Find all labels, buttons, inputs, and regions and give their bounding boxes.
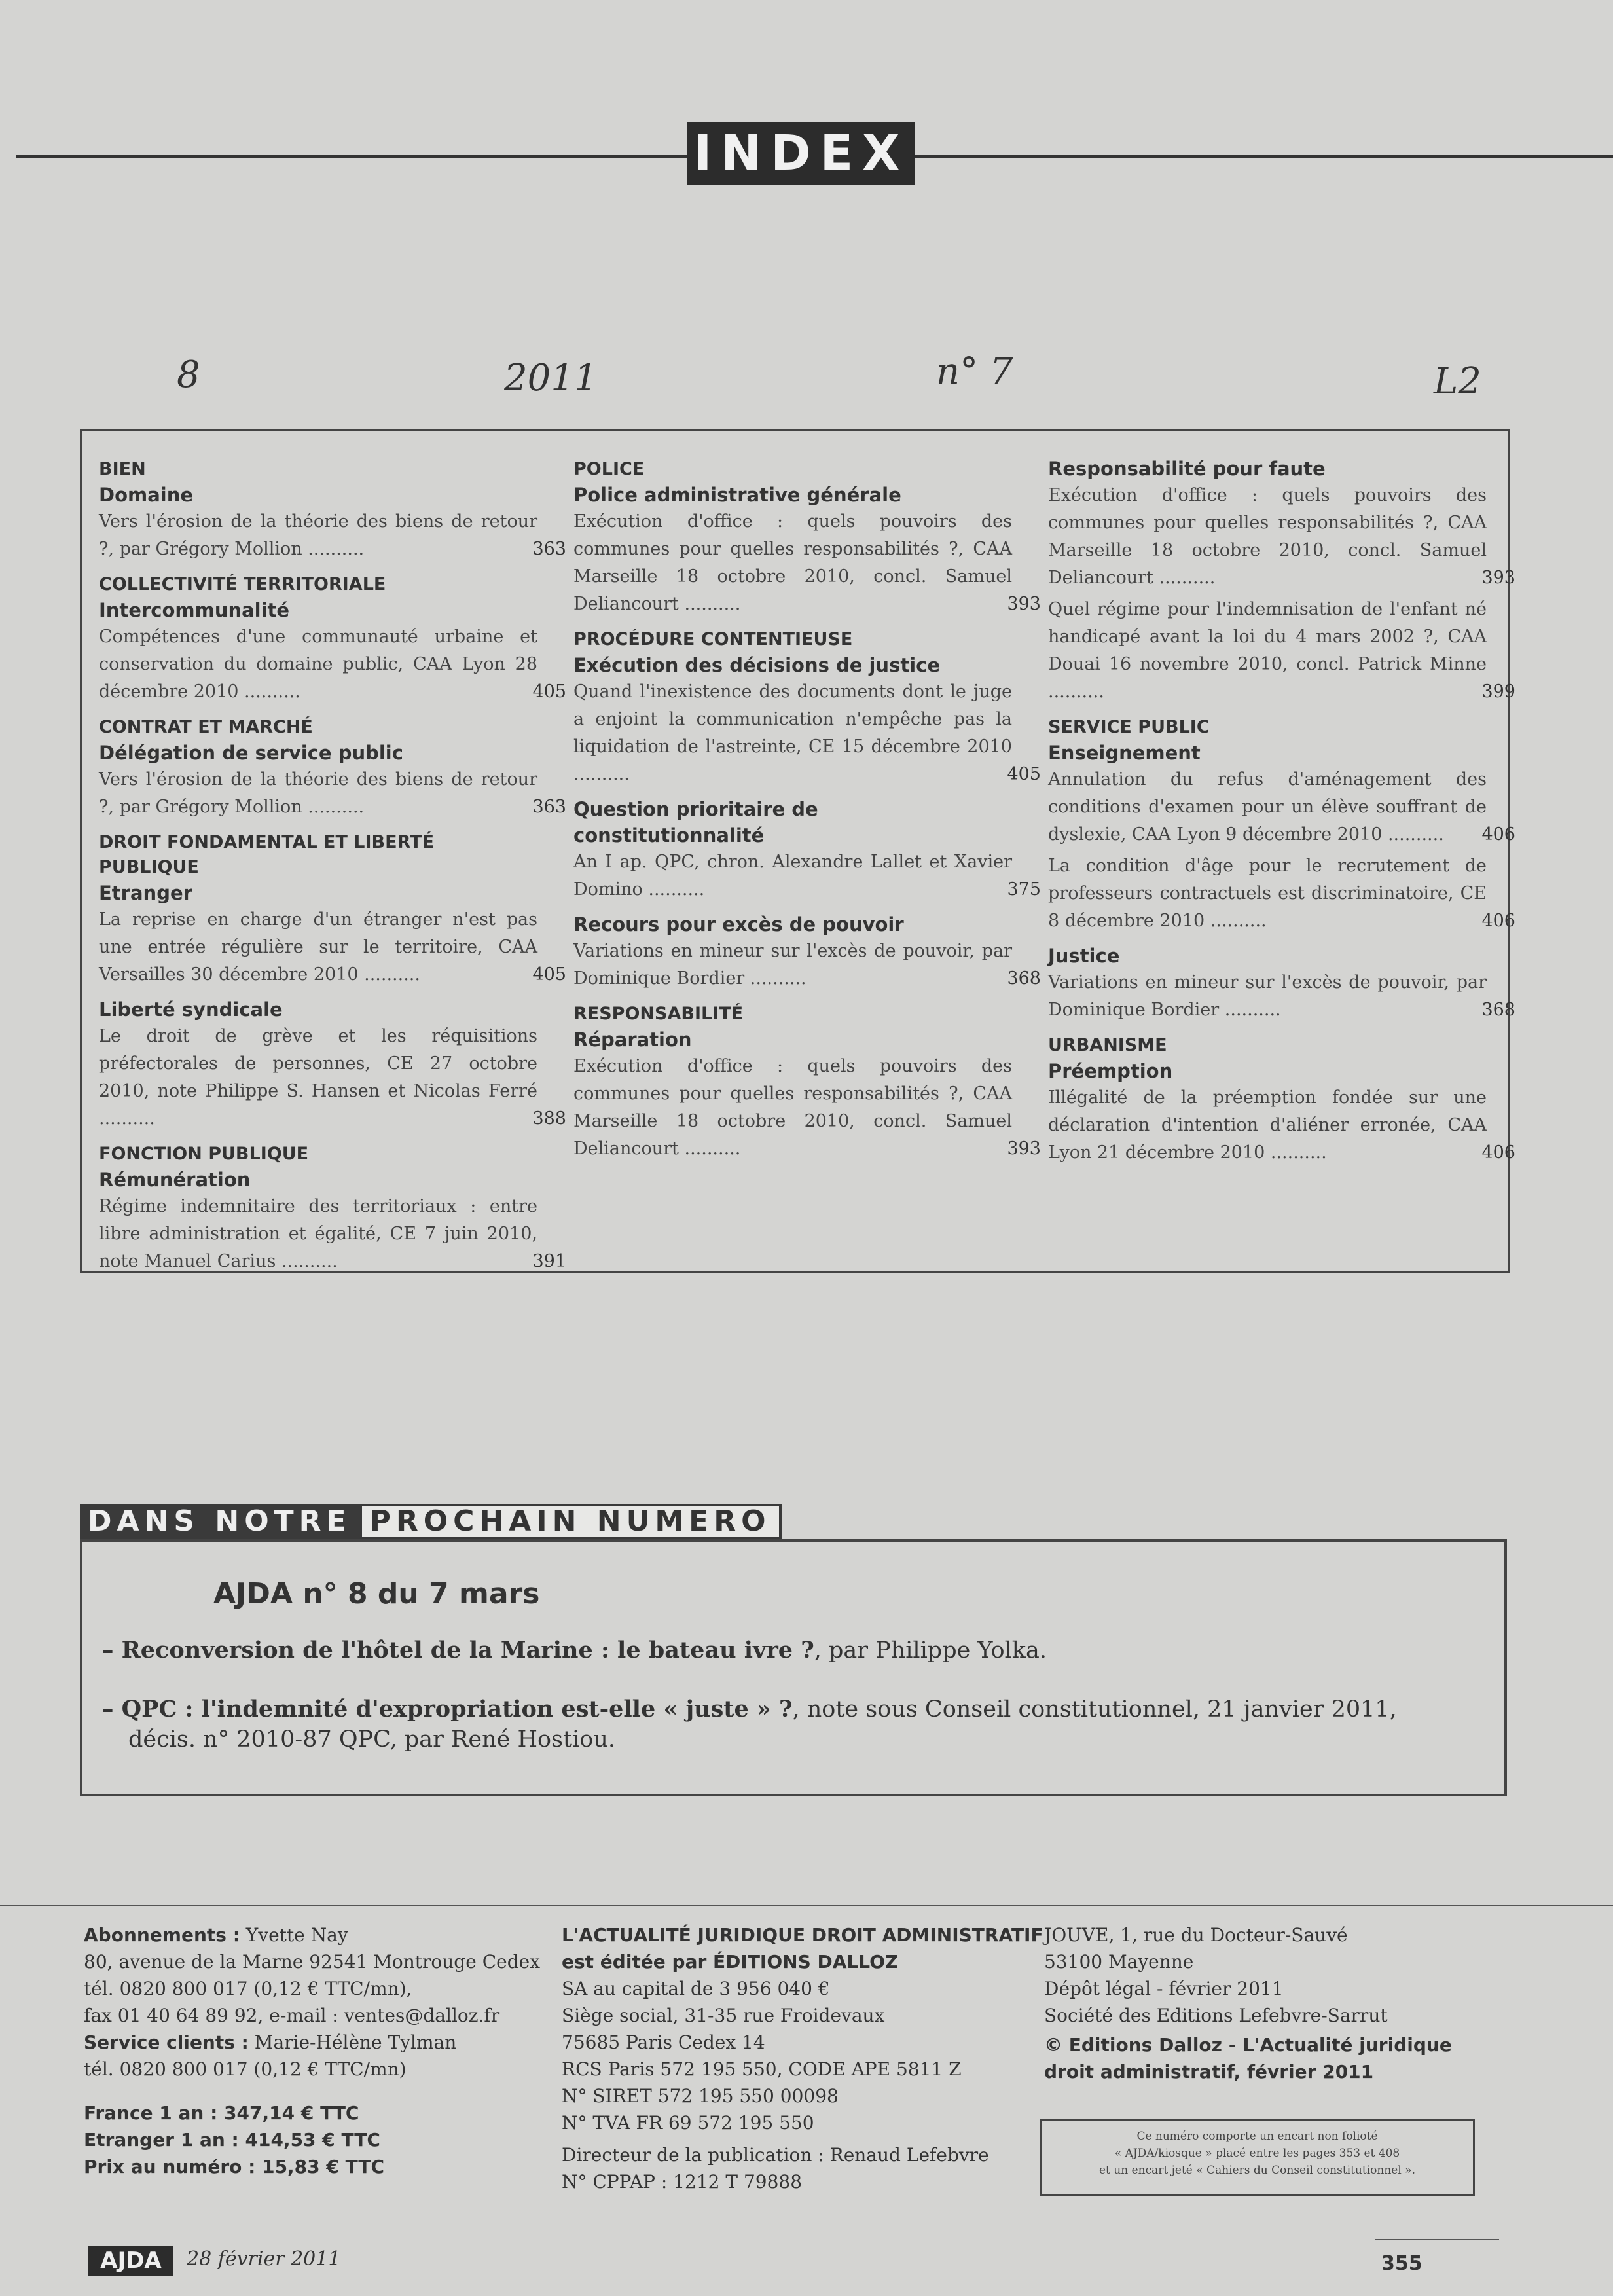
- index-subheading: Etranger: [99, 882, 192, 904]
- index-section-heading: DROIT FONDAMENTAL ET LIBERTÉ PUBLIQUE: [99, 832, 435, 877]
- leader-dots: ..........: [1153, 568, 1216, 588]
- page-title: INDEX: [687, 122, 915, 185]
- footer-line: fax 01 40 64 89 92, e-mail : ventes@dalloz.fr: [84, 2005, 500, 2026]
- index-entry-text: Exécution d'office : quels pouvoirs des communes pour quelles responsabilités ?, CAA Marseille 18 octobre 2010, concl. Samuel Deliancourt: [1048, 485, 1487, 588]
- index-section-heading: SERVICE PUBLIC: [1048, 717, 1210, 737]
- index-entry: [573, 938, 1041, 993]
- leader-dots: ..........: [1048, 682, 1104, 702]
- index-entry-text: Exécution d'office : quels pouvoirs des communes pour quelles responsabilités ?, CAA Marseille 18 octobre 2010, concl. Samuel Deliancourt: [573, 1056, 1012, 1159]
- index-entry-page: 406: [1481, 824, 1515, 845]
- index-entry: [1048, 1084, 1515, 1167]
- footer-line: RCS Paris 572 195 550, CODE APE 5811 Z: [562, 2058, 962, 2080]
- index-subheading: Exécution des décisions de justice: [573, 654, 940, 676]
- index-entry-page: 393: [1481, 568, 1515, 588]
- notice-line: et un encart jeté « Cahiers du Conseil constitutionnel ».: [1099, 2164, 1415, 2177]
- index-entry-text: Régime indemnitaire des territoriaux : entre libre administration et égalité, CE 7 juin 2010, note Manuel Carius: [99, 1196, 537, 1271]
- footer-line: Société des Editions Lefebvre-Sarrut: [1044, 2005, 1388, 2026]
- index-entry-text: La condition d'âge pour le recrutement de professeurs contractuels est discriminatoire, CE 8 décembre 2010: [1048, 856, 1487, 931]
- leader-dots: ..........: [1265, 1142, 1327, 1163]
- next-issue-label-b: PROCHAIN NUMERO: [359, 1504, 782, 1539]
- index-subheading: Enseignement: [1048, 742, 1201, 764]
- index-subheading: Liberté syndicale: [99, 998, 283, 1021]
- index-subheading: Question prioritaire de constitutionnalité: [573, 798, 818, 847]
- index-entry-page: 363: [532, 797, 566, 817]
- next-issue-item-title: – Reconversion de l'hôtel de la Marine : le bateau ivre ?: [102, 1637, 814, 1664]
- footer-line: Siège social, 31-35 rue Froidevaux: [562, 2005, 885, 2026]
- index-section-heading: COLLECTIVITÉ TERRITORIALE: [99, 574, 386, 594]
- subscriptions-contact: Yvette Nay: [240, 1924, 348, 1946]
- index-column-3: [1048, 448, 1515, 1171]
- page-number: 355: [1381, 2252, 1423, 2275]
- index-section-heading: PROCÉDURE CONTENTIEUSE: [573, 629, 853, 649]
- index-entry: [573, 678, 1041, 788]
- handwritten-note: L2: [1434, 360, 1481, 403]
- ajda-logo: AJDA: [88, 2246, 173, 2276]
- handwritten-note: n° 7: [936, 350, 1013, 393]
- next-issue-item-title: – QPC : l'indemnité d'expropriation est-elle « juste » ?: [102, 1696, 793, 1722]
- index-entry-page: 368: [1007, 968, 1041, 989]
- leader-dots: ..........: [1205, 911, 1267, 931]
- index-entry-page: 393: [1007, 1139, 1041, 1159]
- index-entry-page: 363: [532, 539, 566, 559]
- next-issue-box: [80, 1539, 1507, 1796]
- handwritten-note: 2011: [504, 357, 598, 399]
- index-box: [80, 429, 1515, 1273]
- next-issue-item: [102, 1696, 1397, 1722]
- leader-dots: ..........: [642, 879, 705, 900]
- index-entry: [1048, 766, 1515, 848]
- index-section-heading: POLICE: [573, 459, 645, 479]
- publisher-heading: L'ACTUALITÉ JURIDIQUE DROIT ADMINISTRATIF: [562, 1924, 1043, 1946]
- footer-line: N° SIRET 572 195 550 00098: [562, 2085, 839, 2107]
- footer-line: N° CPPAP : 1212 T 79888: [562, 2171, 803, 2193]
- index-entry-page: 405: [532, 964, 566, 985]
- next-issue-heading: [80, 1504, 782, 1539]
- index-entry-text: Variations en mineur sur l'excès de pouvoir, par Dominique Bordier: [573, 941, 1012, 989]
- index-entry-page: 405: [1007, 764, 1041, 784]
- index-subheading: Domaine: [99, 484, 194, 506]
- index-entry-page: 391: [532, 1251, 566, 1271]
- index-entry-page: 406: [1481, 1142, 1515, 1163]
- index-entry-text: Illégalité de la préemption fondée sur une déclaration d'intention d'aliéner erronée, CAA Lyon 21 décembre 2010: [1048, 1087, 1487, 1163]
- issue-date: 28 février 2011: [187, 2248, 341, 2270]
- index-entry-text: Vers l'érosion de la théorie des biens de retour ?, par Grégory Mollion: [99, 769, 537, 817]
- leader-dots: ..........: [1219, 1000, 1281, 1020]
- leader-dots: ..........: [678, 594, 741, 614]
- index-subheading: Police administrative générale: [573, 484, 901, 506]
- next-issue-item-rest: , par Philippe Yolka.: [814, 1637, 1047, 1664]
- index-subheading: Intercommunalité: [99, 599, 290, 621]
- index-entry-page: 406: [1481, 911, 1515, 931]
- publisher-heading: est éditée par ÉDITIONS DALLOZ: [562, 1951, 899, 1973]
- leader-dots: ..........: [678, 1139, 741, 1159]
- index-entry: [573, 1053, 1041, 1163]
- leader-dots: ..........: [276, 1251, 338, 1271]
- leader-dots: ..........: [302, 539, 365, 559]
- index-entry: [573, 508, 1041, 618]
- copyright: droit administratif, février 2011: [1044, 2061, 1374, 2083]
- index-section-heading: FONCTION PUBLIQUE: [99, 1144, 309, 1164]
- service-clients-contact: Marie-Hélène Tylman: [248, 2032, 457, 2053]
- leader-dots: ..........: [1382, 824, 1444, 845]
- service-clients-label: Service clients :: [84, 2032, 249, 2053]
- footer-line: 80, avenue de la Marne 92541 Montrouge Cedex: [84, 1951, 540, 1973]
- notice-line: Ce numéro comporte un encart non folioté: [1136, 2130, 1378, 2143]
- index-subheading: Rémunération: [99, 1169, 251, 1191]
- footer-line: tél. 0820 800 017 (0,12 € TTC/mn): [84, 2058, 407, 2080]
- leader-dots: ..........: [358, 964, 420, 985]
- index-entry: [99, 906, 566, 989]
- index-entry-text: Vers l'érosion de la théorie des biens de retour ?, par Grégory Mollion: [99, 511, 537, 559]
- footer-line: 53100 Mayenne: [1044, 1951, 1194, 1973]
- index-entry-page: 405: [532, 682, 566, 702]
- leader-dots: ..........: [573, 764, 630, 784]
- footer-rule: [0, 1905, 1613, 1906]
- index-subheading: Responsabilité pour faute: [1048, 458, 1326, 480]
- insert-notice: [1040, 2119, 1475, 2196]
- index-column-2: [573, 448, 1041, 1167]
- index-entry: [573, 848, 1041, 903]
- handwritten-note: 8: [177, 354, 200, 396]
- index-entry: [1048, 969, 1515, 1024]
- footer-line: Dépôt légal - février 2011: [1044, 1978, 1284, 1999]
- index-subheading: Délégation de service public: [99, 742, 403, 764]
- index-entry-text: Quand l'inexistence des documents dont le juge a enjoint la communication n'empêche pas la liquidation de l'astreinte, CE 15 décembre 2010: [573, 682, 1012, 757]
- index-entry: [99, 508, 566, 563]
- index-entry-text: Compétences d'une communauté urbaine et conservation du domaine public, CAA Lyon 28 décembre 2010: [99, 627, 537, 702]
- footer-line: 75685 Paris Cedex 14: [562, 2032, 765, 2053]
- index-entry-text: La reprise en charge d'un étranger n'est pas une entrée régulière sur le territoire, CAA Versailles 30 décembre 2010: [99, 909, 537, 985]
- leader-dots: ..........: [99, 1108, 155, 1129]
- index-entry-text: Exécution d'office : quels pouvoirs des communes pour quelles responsabilités ?, CAA Marseille 18 octobre 2010, concl. Samuel Deliancourt: [573, 511, 1012, 614]
- index-section-heading: BIEN: [99, 459, 146, 479]
- price-france: France 1 an : 347,14 € TTC: [84, 2102, 359, 2124]
- index-entry-text: Annulation du refus d'aménagement des conditions d'examen pour un élève souffrant de dyslexie, CAA Lyon 9 décembre 2010: [1048, 769, 1487, 845]
- index-entry-page: 393: [1007, 594, 1041, 614]
- footer-publisher: [562, 1922, 1043, 2195]
- footer-line: tél. 0820 800 017 (0,12 € TTC/mn),: [84, 1978, 412, 1999]
- index-section-heading: URBANISME: [1048, 1035, 1167, 1055]
- index-entry: [99, 766, 566, 821]
- footer-line: N° TVA FR 69 572 195 550: [562, 2112, 814, 2134]
- index-entry-page: 399: [1481, 682, 1515, 702]
- index-entry-text: Le droit de grève et les réquisitions préfectorales de personnes, CE 27 octobre 2010, note Philippe S. Hansen et Nicolas Ferré: [99, 1026, 537, 1101]
- index-entry-page: 388: [532, 1108, 566, 1129]
- price-issue: Prix au numéro : 15,83 € TTC: [84, 2156, 385, 2178]
- index-section-heading: RESPONSABILITÉ: [573, 1004, 744, 1024]
- index-entry: [99, 623, 566, 706]
- index-entry-text: An I ap. QPC, chron. Alexandre Lallet et Xavier Domino: [573, 852, 1012, 900]
- footer-line: Directeur de la publication : Renaud Lefebvre: [562, 2144, 989, 2166]
- index-entry: [1048, 596, 1515, 706]
- footer-line: SA au capital de 3 956 040 €: [562, 1978, 830, 1999]
- index-entry: [99, 1193, 566, 1275]
- leader-dots: ..........: [302, 797, 365, 817]
- price-abroad: Etranger 1 an : 414,53 € TTC: [84, 2129, 380, 2151]
- index-subheading: Réparation: [573, 1029, 692, 1051]
- next-issue-title: AJDA n° 8 du 7 mars: [213, 1577, 540, 1611]
- footer-line: JOUVE, 1, rue du Docteur-Sauvé: [1044, 1924, 1348, 1946]
- index-subheading: Recours pour excès de pouvoir: [573, 913, 904, 936]
- index-entry-page: 375: [1007, 879, 1041, 900]
- next-issue-label-a: DANS NOTRE: [80, 1504, 359, 1539]
- index-entry-text: Variations en mineur sur l'excès de pouvoir, par Dominique Bordier: [1048, 972, 1487, 1020]
- index-entry-page: 368: [1481, 1000, 1515, 1020]
- index-entry: [99, 1023, 566, 1133]
- leader-dots: ..........: [744, 968, 806, 989]
- footer-subscriptions: [84, 1922, 540, 2180]
- next-issue-item: [102, 1637, 1047, 1664]
- index-subheading: Préemption: [1048, 1060, 1173, 1082]
- index-entry-text: Quel régime pour l'indemnisation de l'enfant né handicapé avant la loi du 4 mars 2002 ?, CAA Douai 16 novembre 2010, concl. Patrick Minne: [1048, 599, 1487, 674]
- index-section-heading: CONTRAT ET MARCHÉ: [99, 717, 313, 737]
- subscriptions-label: Abonnements :: [84, 1924, 240, 1946]
- page-number-rule: [1375, 2239, 1499, 2240]
- copyright: © Editions Dalloz - L'Actualité juridique: [1044, 2034, 1452, 2056]
- leader-dots: ..........: [238, 682, 300, 702]
- footer-printer: [1044, 1922, 1452, 2085]
- index-column-1: [99, 448, 566, 1279]
- next-issue-item-line: décis. n° 2010-87 QPC, par René Hostiou.: [128, 1726, 616, 1753]
- next-issue-item-rest: , note sous Conseil constitutionnel, 21 janvier 2011,: [792, 1696, 1397, 1722]
- notice-line: « AJDA/kiosque » placé entre les pages 353 et 408: [1114, 2147, 1400, 2160]
- index-subheading: Justice: [1048, 945, 1120, 967]
- index-entry: [1048, 852, 1515, 935]
- index-entry: [1048, 482, 1515, 592]
